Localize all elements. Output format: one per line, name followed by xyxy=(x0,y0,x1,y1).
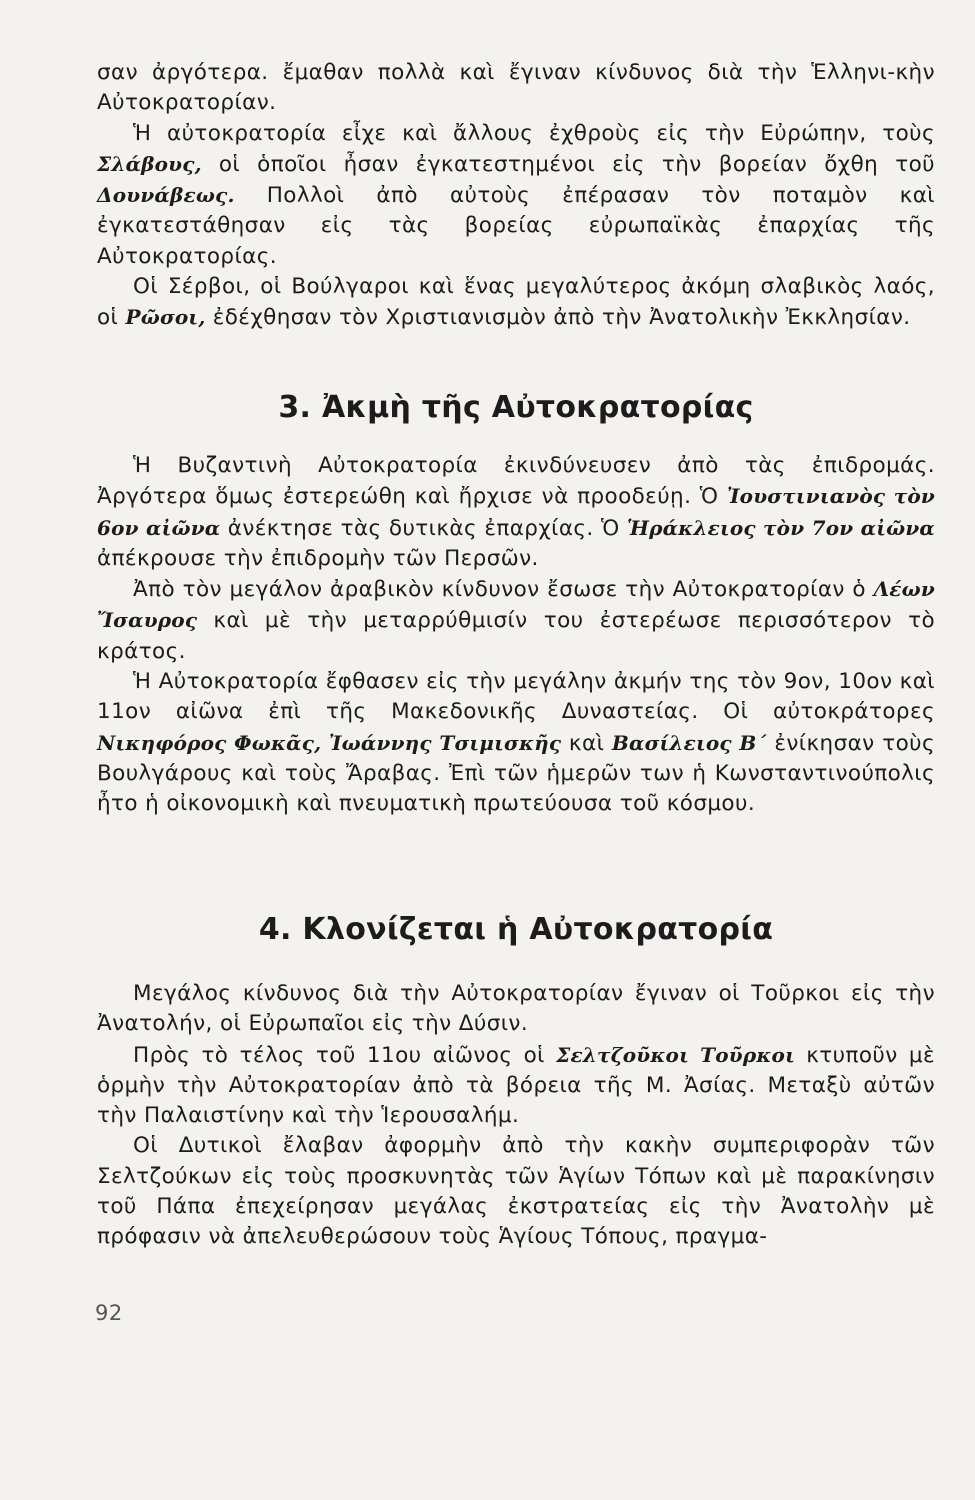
emphasis: Νικηφόρος Φωκᾶς, Ἰωάννης Τσιμισκῆς xyxy=(97,730,562,755)
paragraph: Ἡ Βυζαντινὴ Αὐτοκρατορία ἐκινδύνευσεν ἀπὸ τὰς ἐπιδρομάς. Ἀργότερα ὅμως ἐστερεώθη καὶ ἤρχισε νὰ προοδεύῃ. Ὁ Ἰουστινιανὸς τὸν 6ον αἰῶνα ἀνέκτησε τὰς δυτικὰς ἐπαρχίας. Ὁ Ἡράκλειος τὸν 7ον αἰῶνα ἀπέκρουσε τὴν ἐπιδρομὴν τῶν Περσῶν. xyxy=(97,453,935,571)
paragraph: Οἱ Δυτικοὶ ἔλαβαν ἀφορμὴν ἀπὸ τὴν κακὴν συμπεριφορὰν τῶν Σελτζούκων εἰς τοὺς προσκυνητὰς τῶν Ἁγίων Τόπων καὶ μὲ παρακίνησιν τοῦ Πάπα ἐπεχείρησαν μεγάλας ἐκστρατείας εἰς τὴν Ἀνατολὴν μὲ πρόφασιν νὰ ἀπελευθερώσουν τοὺς Ἁγίους Τόπους, πραγμα- xyxy=(97,1133,935,1250)
section-3-body xyxy=(97,451,935,820)
page-number: 92 xyxy=(95,1301,123,1325)
emphasis: Ἰουστινιανὸς τὸν 6ον αἰῶνα xyxy=(97,484,935,540)
intro-block xyxy=(97,58,935,334)
paragraph: Πρὸς τὸ τέλος τοῦ 11ου αἰῶνος οἱ Σελτζοῦκοι Τοῦρκοι κτυποῦν μὲ ὁρμὴν τὴν Αὐτοκρατορίαν ἀπὸ τὰ βόρεια τῆς Μ. Ἀσίας. Μεταξὺ αὐτῶν τὴν Παλαιστίνην καὶ τὴν Ἱερουσαλήμ. xyxy=(97,1042,935,1129)
emphasis: Ἡράκλειος τὸν 7ον αἰῶνα xyxy=(627,515,935,540)
section-heading: 4. Κλονίζεται ἡ Αὐτοκρατορία xyxy=(258,912,774,947)
paragraph: Οἱ Σέρβοι, οἱ Βούλγαροι καὶ ἕνας μεγαλύτερος ἀκόμη σλαβικὸς λαός, οἱ Ρῶσοι, ἐδέχθησαν τὸν Χριστιανισμὸν ἀπὸ τὴν Ἀνατολικὴν Ἐκκλησίαν. xyxy=(97,274,935,331)
paragraph: Μεγάλος κίνδυνος διὰ τὴν Αὐτοκρατορίαν ἔγιναν οἱ Τοῦρκοι εἰς τὴν Ἀνατολήν, οἱ Εὐρωπαῖοι εἰς τὴν Δύσιν. xyxy=(97,981,935,1037)
paragraph: σαν ἀργότερα. ἔμαθαν πολλὰ καὶ ἔγιναν κίνδυνος διὰ τὴν Ἑλληνι-κὴν Αὐτοκρατορίαν. xyxy=(97,60,935,116)
emphasis: Δουνάβεως. xyxy=(97,183,235,208)
emphasis: Σλάβους, xyxy=(97,151,202,176)
paragraph: Ἡ Αὐτοκρατορία ἔφθασεν εἰς τὴν μεγάλην ἀκμήν της τὸν 9ον, 10ον καὶ 11ον αἰῶνα ἐπὶ τῆς Μακεδονικῆς Δυναστείας. Οἱ αὐτοκράτορες Νικηφόρος Φωκᾶς, Ἰωάννης Τσιμισκῆς καὶ Βασίλειος Β΄ ἐνίκησαν τοὺς Βουλγάρους καὶ τοὺς Ἄραβας. Ἐπὶ τῶν ἡμερῶν των ἡ Κωνσταντινούπολις ἦτο ἡ οἰκονομικὴ καὶ πνευματικὴ πρωτεύουσα τοῦ κόσμου. xyxy=(97,669,935,817)
emphasis: Βασίλειος Β΄ xyxy=(611,730,767,755)
emphasis: Ρῶσοι, xyxy=(125,305,206,330)
emphasis: Σελτζοῦκοι Τοῦρκοι xyxy=(556,1042,795,1067)
paragraph: Ἡ αὐτοκρατορία εἶχε καὶ ἄλλους ἐχθροὺς εἰς τὴν Εὐρώπην, τοὺς Σλάβους, οἱ ὁποῖοι ἦσαν ἐγκατεστημένοι εἰς τὴν βορείαν ὄχθη τοῦ Δουνάβεως. Πολλοὶ ἀπὸ αὐτοὺς ἐπέρασαν τὸν ποταμὸν καὶ ἐγκατεστάθησαν εἰς τὰς βορείας εὐρωπαϊκὰς ἐπαρχίας τῆς Αὐτοκρατορίας. xyxy=(97,120,935,269)
emphasis: Λέων Ἴσαυρος xyxy=(97,577,935,633)
section-heading: 3. Ἀκμὴ τῆς Αὐτοκρατορίας xyxy=(278,390,754,425)
section-4-body xyxy=(97,979,935,1253)
paragraph: Ἀπὸ τὸν μεγάλον ἀραβικὸν κίνδυνον ἔσωσε τὴν Αὐτοκρατορίαν ὁ Λέων Ἴσαυρος καὶ μὲ τὴν μεταρρύθμισίν του ἐστερέωσε περισσότερον τὸ κράτος. xyxy=(97,577,935,664)
